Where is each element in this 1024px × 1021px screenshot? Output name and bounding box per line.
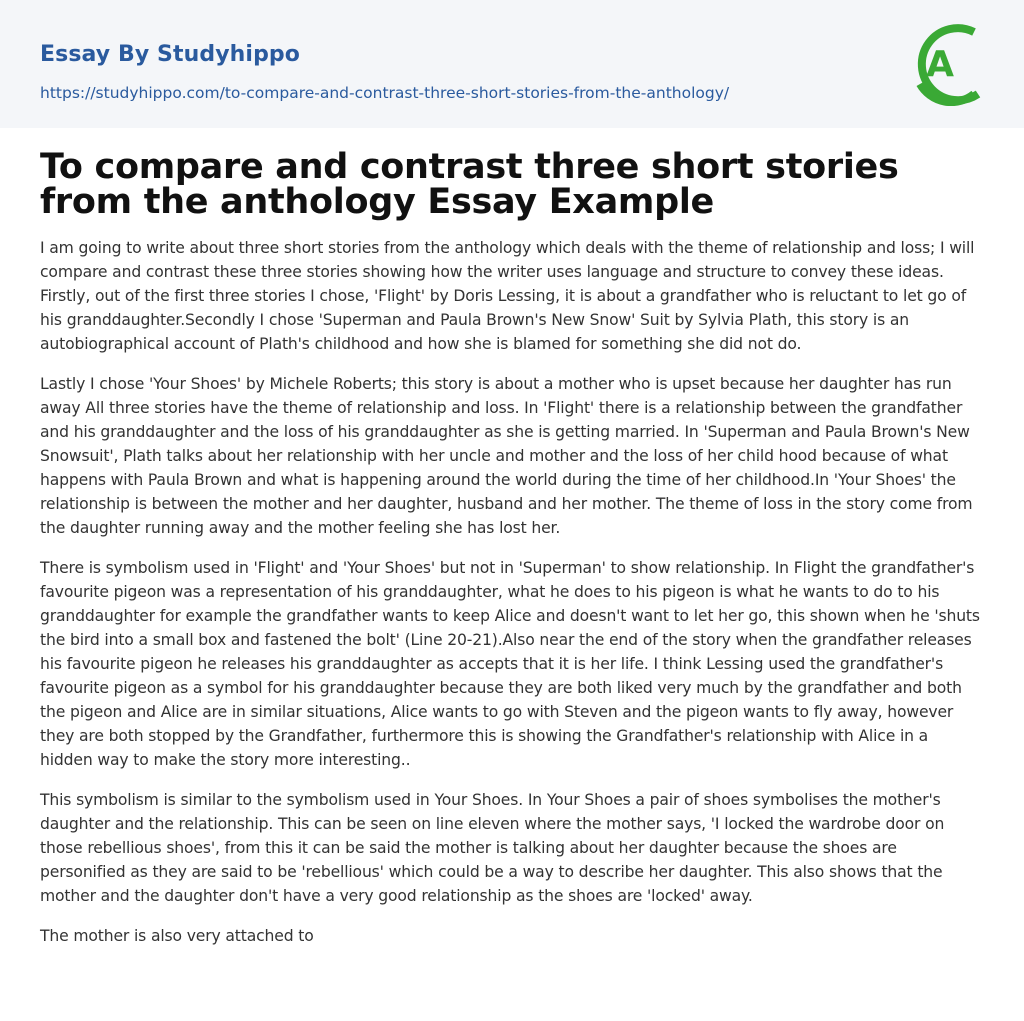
article-title: To compare and contrast three short stories from the anthology Essay Example bbox=[40, 147, 899, 222]
article-paragraph: I am going to write about three short stories from the anthology which deals with the theme of relationship and loss; I will compare and contrast these three stories showing how the writer uses language and structure to convey these ideas. Firstly, out of the first three stories I chose, 'Flight' by Doris Lessing, it is about a grandfather who is reluctant to let go of his granddaughter.Secondly I chose 'Superman and Paula Brown's New Snow' Suit by Sylvia Plath, this story is an autobiographical account of Plath's childhood and how she is blamed for something she did not do. bbox=[40, 239, 975, 353]
article-paragraph: This symbolism is similar to the symbolism used in Your Shoes. In Your Shoes a pair of shoes symbolises the mother's daughter and the relationship. This can be seen on line eleven where the mother says, 'I locked the wardrobe door on those rebellious shoes', from this it can be said the mother is talking about her daughter because the shoes are personified as they are said to be 'rebellious' which could be a way to describe her daughter. This also shows that the mother and the daughter don't have a very good relationship as the shoes are 'locked' away. bbox=[40, 791, 945, 905]
site-header bbox=[0, 0, 1024, 128]
article bbox=[40, 147, 984, 964]
site-brand[interactable]: Essay By Studyhippo bbox=[40, 42, 300, 67]
logo-letter: A bbox=[926, 44, 954, 85]
article-url-link[interactable]: https://studyhippo.com/to-compare-and-contrast-three-short-stories-from-the-anthology/ bbox=[40, 84, 730, 102]
article-paragraph: There is symbolism used in 'Flight' and 'Your Shoes' but not in 'Superman' to show relationship. In Flight the grandfather's favourite pigeon was a representation of his granddaughter, what he does to his pigeon is what he wants to do to his granddaughter for example the grandfather wants to keep Alice and doesn't want to let her go, this shown when he 'shuts the bird into a small box and fastened the bolt' (Line 20-21).Also near the end of the story when the grandfather releases his favourite pigeon he releases his granddaughter as accepts that it is her life. I think Lessing used the grandfather's favourite pigeon as a symbol for his granddaughter because they are both liked very much by the grandfather and both the pigeon and Alice are in similar situations, Alice wants to go with Steven and the pigeon wants to fly away, however they are both stopped by the Grandfather, furthermore this is showing the Grandfather's relationship with Alice in a hidden way to make the story more interesting.. bbox=[40, 559, 980, 769]
article-paragraph: The mother is also very attached to bbox=[40, 927, 314, 945]
article-paragraph: Lastly I chose 'Your Shoes' by Michele Roberts; this story is about a mother who is upset because her daughter has run away All three stories have the theme of relationship and loss. In 'Flight' there is a relationship between the grandfather and his granddaughter and the loss of his granddaughter as she is getting married. In 'Superman and Paula Brown's New Snowsuit', Plath talks about her relationship with her uncle and mother and the loss of her child hood because of what happens with Paula Brown and what is happening around the world during the time of her childhood.In 'Your Shoes' the relationship is between the mother and her daughter, husband and her mother. The theme of loss in the story come from the daughter running away and the mother feeling she has lost her. bbox=[40, 375, 973, 537]
studyhippo-logo-icon[interactable] bbox=[912, 18, 988, 106]
